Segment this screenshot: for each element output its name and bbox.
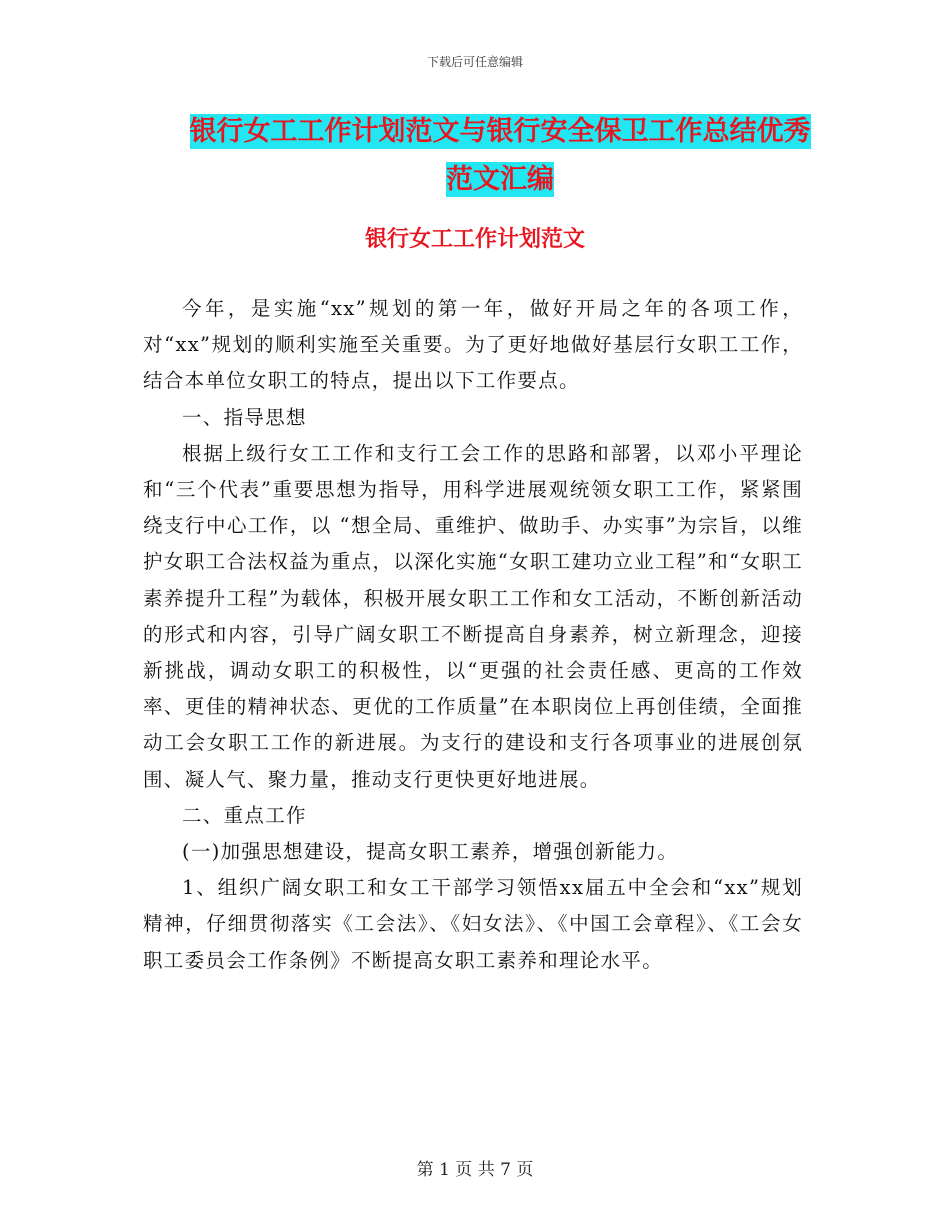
- paragraph-guiding-thought: 根据上级行女工工作和支行工会工作的思路和部署，以邓小平理论和“三个代表”重要思想为指导，用科学进展观统领女职工工作，紧紧围绕支行中心工作，以 “想全局、重维护、做助手、办实事”为宗旨，以维护女职工合法权益为重点，以深化实施“女职工建功立业工程”和“女职工素养提升工程”为载体，积极开展女职工工作和女工活动，不断创新活动的形式和内容，引导广阔女职工不断提高自身素养，树立新理念，迎接新挑战，调动女职工的积极性，以“更强的社会责任感、更高的工作效率、更佳的精神状态、更优的工作质量”在本职岗位上再创佳绩，全面推动工会女职工工作的新进展。为支行的建设和支行各项事业的进展创氛围、凝人气、聚力量，推动支行更快更好地进展。: [143, 441, 803, 791]
- paragraph-intro: 今年，是实施“xx”规划的第一年，做好开局之年的各项工作，对“xx”规划的顺利实施至关重要。为了更好地做好基层行女职工工作，结合本单位女职工的特点，提出以下工作要点。: [143, 297, 803, 393]
- heading-key-work: 二、重点工作: [182, 803, 307, 827]
- document-body: [143, 291, 803, 979]
- document-title-line-1: 银行女工工作计划范文与银行安全保卫工作总结优秀: [189, 116, 811, 147]
- paragraph-item-1: 1、组织广阔女职工和女工干部学习领悟xx届五中全会和“xx”规划精神，仔细贯彻落实《工会法》、《妇女法》、《中国工会章程》、《工会女职工委员会工作条例》不断提高女职工素养和理论水平。: [143, 876, 803, 972]
- page-number: 第 1 页 共 7 页: [416, 1160, 534, 1180]
- heading-guiding-thought: 一、指导思想: [182, 405, 307, 429]
- document-title: [120, 108, 880, 204]
- document-title-line-2: 范文汇编: [446, 164, 554, 195]
- subheading-ideology: (一)加强思想建设，提高女职工素养，增强创新能力。: [182, 840, 679, 864]
- section-title: 银行女工工作计划范文: [364, 227, 585, 252]
- header-note: 下载后可任意编辑: [426, 55, 523, 69]
